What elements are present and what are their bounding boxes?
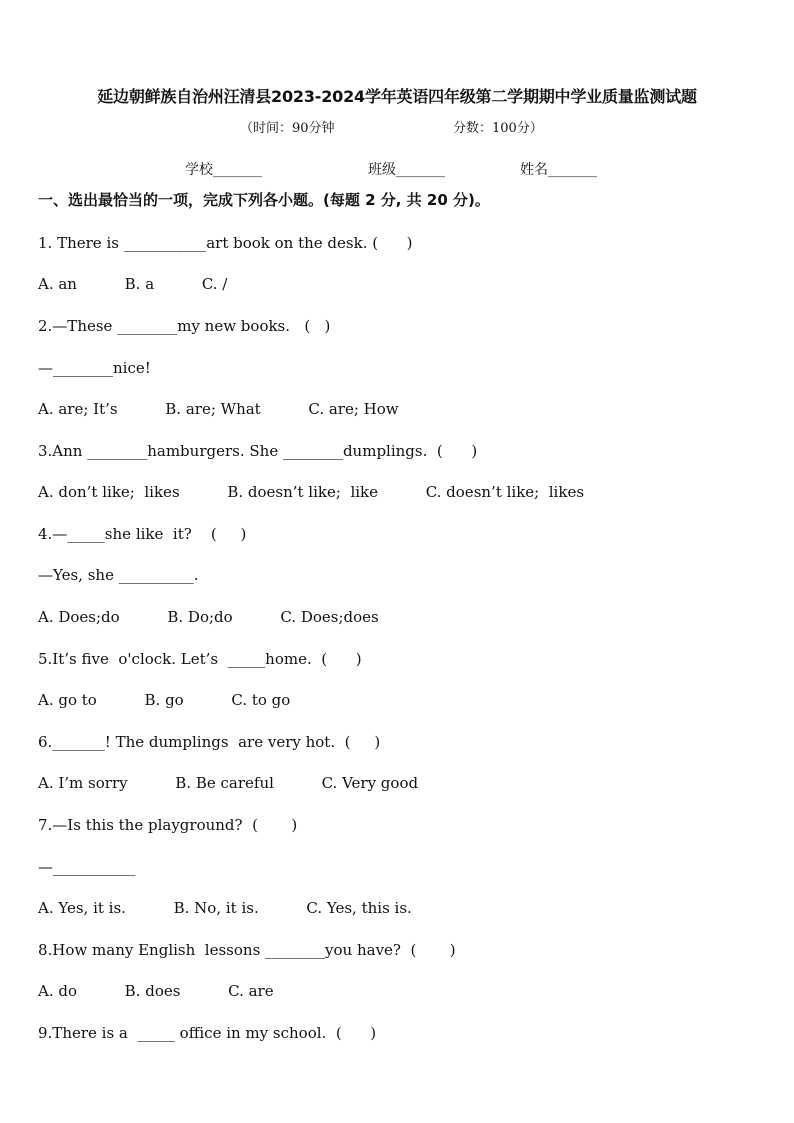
question-7-options: A. Yes, it is. B. No, it is. C. Yes, this is. [38, 899, 412, 917]
question-3: 3.Ann ________hamburgers. She ________dumplings. ( ) [38, 442, 478, 460]
question-2: 2.—These ________my new books. ( ) [38, 317, 331, 335]
question-4-reply: —Yes, she __________. [38, 566, 199, 584]
name-field: 姓名_______ [520, 162, 597, 178]
question-1-options: A. an B. a C. / [38, 275, 228, 293]
question-8-options: A. do B. does C. are [38, 982, 274, 1000]
question-5-options: A. go to B. go C. to go [38, 691, 291, 709]
question-8: 8.How many English lessons ________you have? ( ) [38, 941, 456, 959]
class-field: 班级_______ [368, 162, 445, 178]
exam-time: （时间：90分钟 [240, 121, 335, 136]
exam-title: 延边朝鲜族自治州汪清县2023-2024学年英语四年级第二学期期中学业质量监测试题 [97, 87, 697, 106]
question-5: 5.It’s five o'clock. Let’s _____home. ( ) [38, 650, 362, 668]
question-7: 7.—Is this the playground? ( ) [38, 816, 298, 834]
question-7-reply: —___________ [38, 858, 136, 876]
question-4-options: A. Does;do B. Do;do C. Does;does [38, 608, 379, 626]
question-9: 9.There is a _____ office in my school. ( ) [38, 1024, 377, 1042]
question-2-reply: —________nice! [38, 359, 151, 377]
question-2-options: A. are; It’s B. are; What C. are; How [38, 400, 399, 418]
school-field: 学校_______ [185, 162, 262, 178]
section-heading: 一、选出最恰当的一项，完成下列各小题。(每题 2 分, 共 20 分)。 [38, 191, 490, 209]
question-3-options: A. don’t like; likes B. doesn’t like; like C. doesn’t like; likes [38, 483, 585, 501]
exam-score: 分数：100分） [453, 121, 543, 136]
question-6-options: A. I’m sorry B. Be careful C. Very good [38, 774, 419, 792]
question-6: 6._______! The dumplings are very hot. ( ) [38, 733, 381, 751]
question-4: 4.—_____she like it? ( ) [38, 525, 247, 543]
question-1: 1. There is ___________art book on the desk. ( ) [38, 234, 413, 252]
